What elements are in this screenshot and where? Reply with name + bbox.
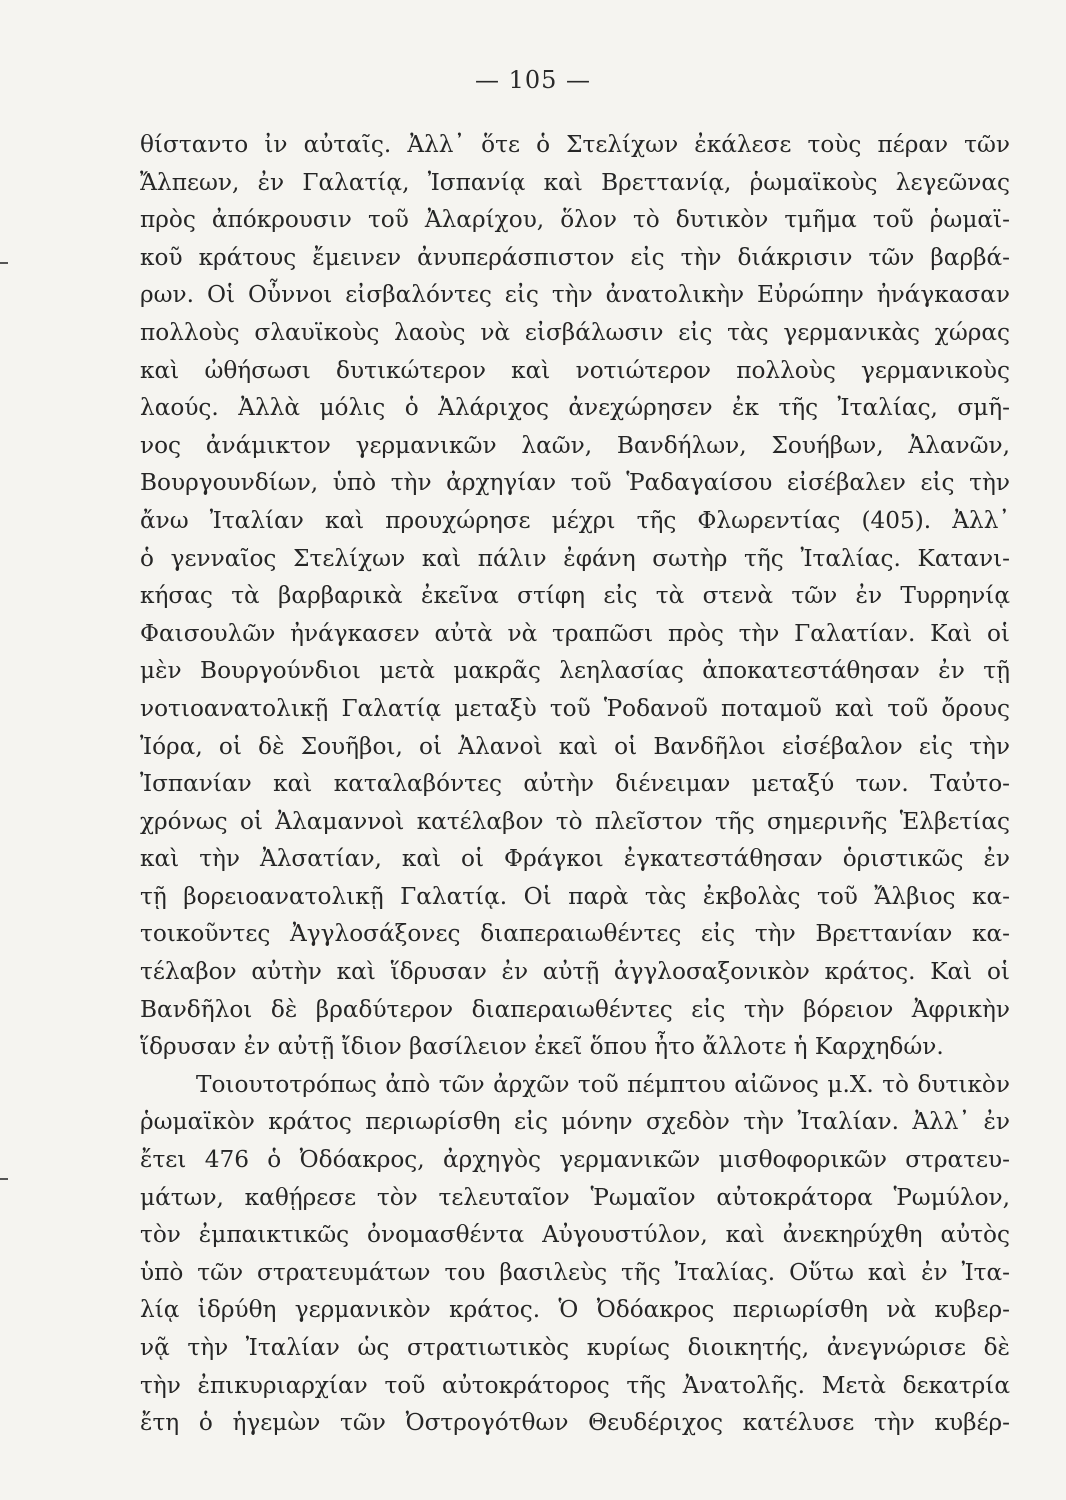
text-line: τοικοῦντες Ἀγγλοσάξονες διαπεραιωθέντες εἰς τὴν Βρεττανίαν κα- (140, 920, 1010, 948)
text-line: καὶ τὴν Ἀλσατίαν, καὶ οἱ Φράγκοι ἐγκατεστάθησαν ὁριστικῶς ἐν (140, 845, 1010, 873)
text-line: κήσας τὰ βαρβαρικὰ ἐκεῖνα στίφη εἰς τὰ στενὰ τῶν ἐν Τυρρηνίᾳ (140, 582, 1010, 610)
text-line: ἄνω Ἰταλίαν καὶ προυχώρησε μέχρι τῆς Φλωρεντίας (405). Ἀλλ᾽ (140, 506, 1010, 534)
text-line: Ἄλπεων, ἐν Γαλατίᾳ, Ἰσπανίᾳ καὶ Βρεττανίᾳ, ῥωμαϊκοὺς λεγεῶνας (140, 168, 1010, 196)
margin-mark (0, 1178, 8, 1180)
text-line: ἔτη ὁ ἡγεμὼν τῶν Ὀστρογότθων Θευδέριχος κατέλυσε τὴν κυβέρ- (140, 1409, 1010, 1437)
text-line: ἔτει 476 ὁ Ὀδόακρος, ἀρχηγὸς γερμανικῶν μισθοφορικῶν στρατευ- (140, 1146, 1010, 1174)
text-line: πολλοὺς σλαυϊκοὺς λαοὺς νὰ εἰσβάλωσιν εἰς τὰς γερμανικὰς χώρας (140, 318, 1010, 346)
text-line: νοτιοανατολικῇ Γαλατίᾳ μεταξὺ τοῦ Ῥοδανοῦ ποταμοῦ καὶ τοῦ ὄρους (140, 694, 1010, 722)
page-number: — 105 — (474, 66, 592, 94)
text-line: τῇ βορειοανατολικῇ Γαλατίᾳ. Οἱ παρὰ τὰς ἐκβολὰς τοῦ Ἄλβιος κα- (140, 882, 1010, 910)
text-line: ὁ γενναῖος Στελίχων καὶ πάλιν ἐφάνη σωτὴρ τῆς Ἰταλίας. Κατανι- (140, 544, 1010, 572)
text-line: λίᾳ ἱδρύθη γερμανικὸν κράτος. Ὁ Ὀδόακρος περιωρίσθη νὰ κυβερ- (140, 1296, 1010, 1324)
text-line: τὸν ἐμπαικτικῶς ὀνομασθέντα Αὐγουστύλον, καὶ ἀνεκηρύχθη αὐτὸς (140, 1221, 1010, 1249)
text-line: θίσταντο ἰν αὐταῖς. Ἀλλ᾽ ὅτε ὁ Στελίχων ἐκάλεσε τοὺς πέραν τῶν (140, 131, 1010, 158)
paragraph-end-line: ἵδρυσαν ἐν αὐτῇ ἴδιον βασίλειον ἐκεῖ ὅπου ἦτο ἄλλοτε ἡ Καρχηδών. (140, 1033, 944, 1061)
text-line: Φαισουλῶν ἠνάγκασεν αὐτὰ νὰ τραπῶσι πρὸς τὴν Γαλατίαν. Καὶ οἱ (140, 619, 1010, 647)
text-line: Βανδῆλοι δὲ βραδύτερον διαπεραιωθέντες εἰς τὴν βόρειον Ἀφρικὴν (140, 995, 1010, 1023)
text-line: τέλαβον αὐτὴν καὶ ἵδρυσαν ἐν αὐτῇ ἀγγλοσαξονικὸν κράτος. Καὶ οἱ (140, 958, 1010, 986)
text-line: καὶ ὠθήσωσι δυτικώτερον καὶ νοτιώτερον πολλοὺς γερμανικοὺς (140, 356, 1010, 384)
text-line: πρὸς ἀπόκρουσιν τοῦ Ἀλαρίχου, ὅλον τὸ δυτικὸν τμῆμα τοῦ ῥωμαϊ- (140, 206, 1010, 234)
text-line: κοῦ κράτους ἔμεινεν ἀνυπεράσπιστον εἰς τὴν διάκρισιν τῶν βαρβά- (140, 243, 1010, 271)
body-text (140, 126, 1010, 1442)
text-line: λαούς. Ἀλλὰ μόλις ὁ Ἀλάριχος ἀνεχώρησεν ἐκ τῆς Ἰταλίας, σμῆ- (140, 394, 1010, 422)
text-line: Ἰσπανίαν καὶ καταλαβόντες αὐτὴν διένειμαν μεταξύ των. Ταὐτο- (140, 770, 1010, 798)
text-line: μάτων, καθῄρεσε τὸν τελευταῖον Ῥωμαῖον αὐτοκράτορα Ῥωμύλον, (140, 1183, 1010, 1211)
text-line: Βουργουνδίων, ὑπὸ τὴν ἀρχηγίαν τοῦ Ῥαδαγαίσου εἰσέβαλεν εἰς τὴν (140, 469, 1010, 497)
text-line: ῥωμαϊκὸν κράτος περιωρίσθη εἰς μόνην σχεδὸν τὴν Ἰταλίαν. Ἀλλ᾽ ἐν (140, 1108, 1010, 1136)
paragraph-start-line: Τοιουτοτρόπως ἀπὸ τῶν ἀρχῶν τοῦ πέμπτου αἰῶνος μ.Χ. τὸ δυτικὸν (196, 1070, 1010, 1098)
text-line: μὲν Βουργούνδιοι μετὰ μακρᾶς λεηλασίας ἀποκατεστάθησαν ἐν τῇ (140, 657, 1010, 685)
text-line: χρόνως οἱ Ἀλαμαννοὶ κατέλαβον τὸ πλεῖστον τῆς σημερινῆς Ἑλβετίας (140, 807, 1010, 835)
text-line: ρων. Οἱ Οὖννοι εἰσβαλόντες εἰς τὴν ἀνατολικὴν Εὐρώπην ἠνάγκασαν (140, 281, 1010, 309)
margin-mark (0, 262, 8, 264)
text-line: νος ἀνάμικτον γερμανικῶν λαῶν, Βανδήλων, Σουήβων, Ἀλανῶν, (140, 431, 1010, 459)
text-line: Ἰόρα, οἱ δὲ Σουῆβοι, οἱ Ἀλανοὶ καὶ οἱ Βανδῆλοι εἰσέβαλον εἰς τὴν (140, 732, 1010, 760)
text-line: ὑπὸ τῶν στρατευμάτων του βασιλεὺς τῆς Ἰταλίας. Οὕτω καὶ ἐν Ἰτα- (140, 1258, 1010, 1286)
text-line: νᾷ τὴν Ἰταλίαν ὡς στρατιωτικὸς κυρίως διοικητής, ἀνεγνώρισε δὲ (140, 1334, 1010, 1361)
text-line: τὴν ἐπικυριαρχίαν τοῦ αὐτοκράτορος τῆς Ἀνατολῆς. Μετὰ δεκατρία (140, 1371, 1010, 1399)
